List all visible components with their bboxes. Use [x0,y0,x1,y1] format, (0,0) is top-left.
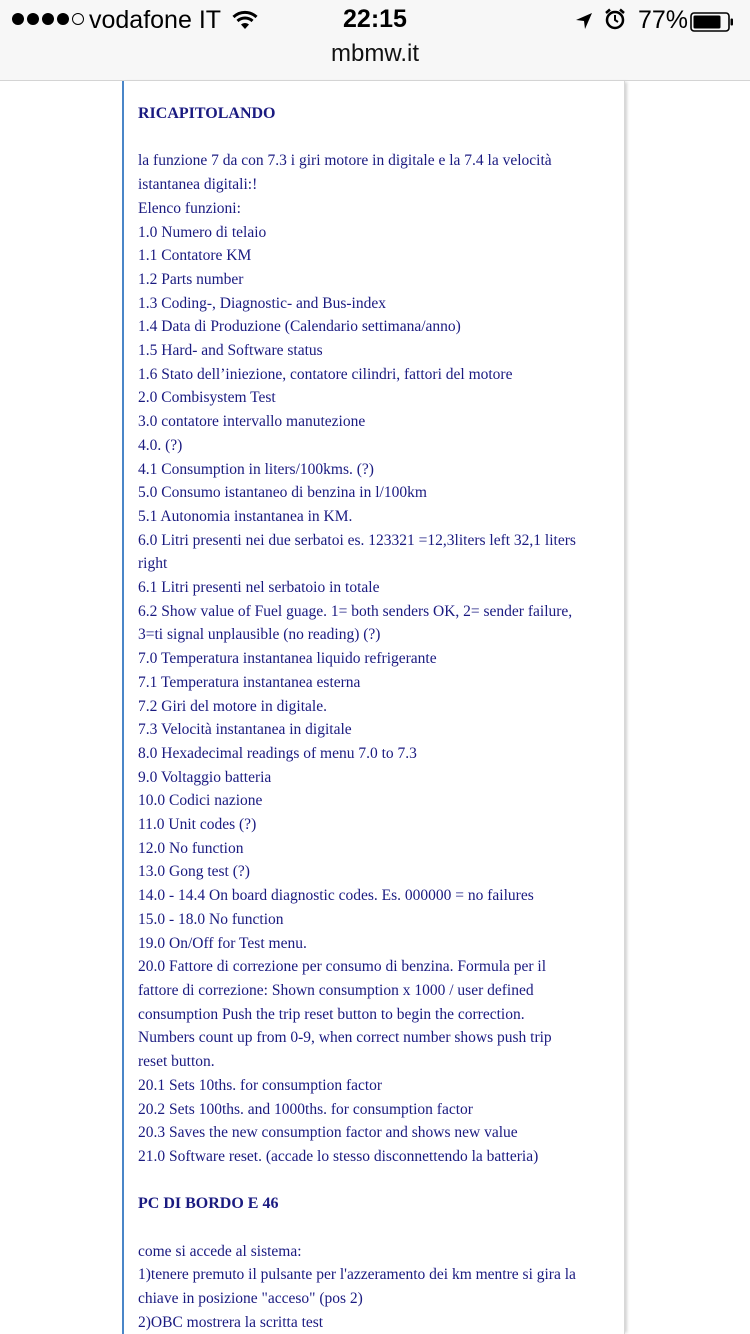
text-line: la funzione 7 da con 7.3 i giri motore in digitale e la 7.4 la velocità [138,152,552,170]
status-time: 22:15 [343,5,407,33]
text-line: 21.0 Software reset. (accade lo stesso disconnettendo la batteria) [138,1147,539,1165]
text-line: 13.0 Gong test (?) [138,863,250,881]
location-arrow-icon [574,9,594,38]
text-line: 20.2 Sets 100ths. and 1000ths. for consumption factor [138,1100,473,1118]
text-line: 5.0 Consumo istantaneo di benzina in l/100km [138,484,427,502]
text-line: 15.0 - 18.0 No function [138,910,284,928]
carrier-name: vodafone IT [89,6,222,34]
text-line: come si accede al sistema: [138,1242,302,1260]
text-line: 9.0 Voltaggio batteria [138,768,272,786]
function-list [138,149,624,1168]
text-line: 2)OBC mostrera la scritta test [138,1313,324,1331]
text-line: 6.1 Litri presenti nel serbatoio in totale [138,579,380,597]
text-line: Numbers count up from 0-9, when correct number shows push trip [138,1029,552,1047]
status-bar [0,0,750,40]
text-line: 12.0 No function [138,839,244,857]
alarm-clock-icon [604,8,626,37]
text-line: 3=ti signal unplausible (no reading) (?) [138,626,381,644]
section-heading-pc-di-bordo: PC DI BORDO E 46 [138,1195,279,1213]
article-column [122,81,625,1334]
battery-percentage: 77% [638,6,689,34]
text-line: 20.0 Fattore di correzione per consumo di benzina. Formula per il [138,958,547,976]
battery-icon [690,10,734,30]
text-line: 3.0 contatore intervallo manutezione [138,413,366,431]
browser-chrome [0,0,750,81]
text-line: 1.0 Numero di telaio [138,223,267,241]
text-line: 1.5 Hard- and Software status [138,342,323,360]
text-line: 2.0 Combisystem Test [138,389,276,407]
text-line: 1.3 Coding-, Diagnostic- and Bus-index [138,294,386,312]
text-line: 5.1 Autonomia instantanea in KM. [138,507,353,525]
text-line: 20.3 Saves the new consumption factor and shows new value [138,1124,518,1142]
text-line: 8.0 Hexadecimal readings of menu 7.0 to 7.3 [138,744,417,762]
text-line: 4.0. (?) [138,436,183,454]
text-line: 4.1 Consumption in liters/100kms. (?) [138,460,374,478]
access-instructions [138,1240,624,1334]
text-line: 10.0 Codici nazione [138,792,263,810]
text-line: chiave in posizione "acceso" (pos 2) [138,1290,363,1308]
text-line: 7.1 Temperatura instantanea esterna [138,673,361,691]
text-line: fattore di correzione: Shown consumption x 1000 / user defined [138,982,534,999]
text-line: 7.2 Giri del motore in digitale. [138,697,327,715]
text-line: consumption Push the trip reset button to begin the correction. [138,1005,525,1023]
text-line: istantanea digitali:! [138,176,258,194]
text-line: 6.0 Litri presenti nei due serbatoi es. 123321 =12,3liters left 32,1 liters [138,531,576,549]
text-line: 20.1 Sets 10ths. for consumption factor [138,1076,383,1094]
text-line: 1)tenere premuto il pulsante per l'azzeramento dei km mentre si gira la [138,1266,576,1284]
text-line: 19.0 On/Off for Test menu. [138,934,307,952]
section-heading-ricapitolando: RICAPITOLANDO [138,105,276,122]
text-line: 7.3 Velocità instantanea in digitale [138,721,352,739]
text-line: 1.4 Data di Produzione (Calendario settimana/anno) [138,318,461,336]
address-bar-url[interactable]: mbmw.it [330,40,419,67]
text-line: right [138,555,168,573]
text-line: 6.2 Show value of Fuel guage. 1= both senders OK, 2= sender failure, [138,602,573,620]
text-line: 1.2 Parts number [138,270,244,288]
text-line: reset button. [138,1053,215,1071]
text-line: 1.6 Stato dell’iniezione, contatore cilindri, fattori del motore [138,365,513,383]
text-line: 1.1 Contatore KM [138,247,252,265]
article-body [124,81,624,1334]
text-line: 14.0 - 14.4 On board diagnostic codes. Es. 000000 = no failures [138,887,534,905]
text-line: 7.0 Temperatura instantanea liquido refrigerante [138,650,437,668]
text-line: Elenco funzioni: [138,199,241,217]
text-line: 11.0 Unit codes (?) [138,816,257,834]
